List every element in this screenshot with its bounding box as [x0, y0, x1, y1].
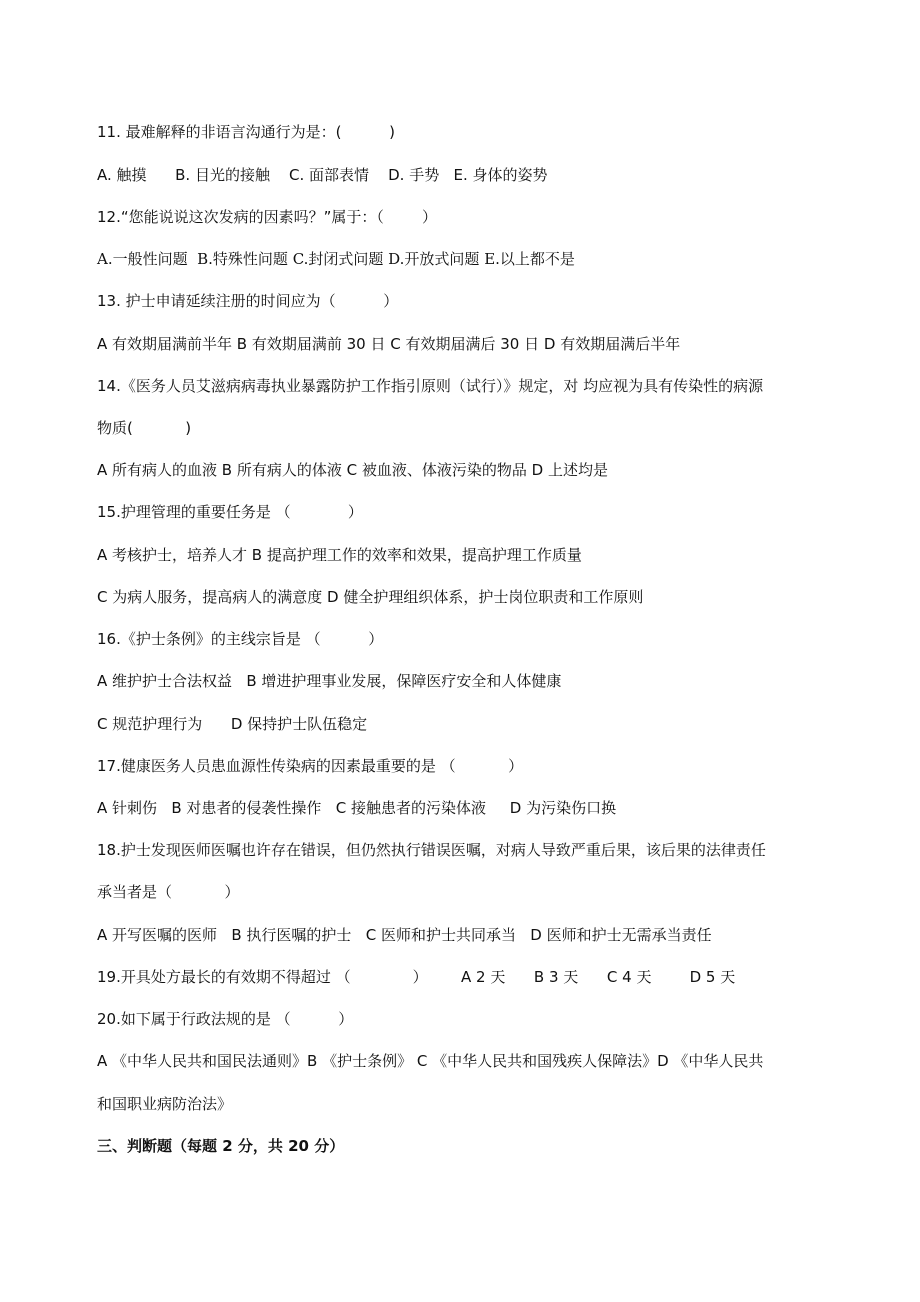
- question-13: 13. 护士申请延续注册的时间应为（ ）: [97, 292, 399, 310]
- question-11-options: A. 触摸 B. 目光的接触 C. 面部表情 D. 手势 E. 身体的姿势: [97, 166, 548, 184]
- question-15-options-1: A 考核护士，培养人才 B 提高护理工作的效率和效果，提高护理工作质量: [97, 546, 582, 564]
- question-16: 16.《护士条例》的主线宗旨是 （ ）: [97, 630, 384, 648]
- question-19: 19.开具处方最长的有效期不得超过 （ ） A 2 天 B 3 天 C 4 天 D 5 天: [97, 968, 736, 986]
- question-20-options-continued: 和国职业病防治法》: [97, 1095, 233, 1113]
- question-18: 18.护士发现医师医嘱也许存在错误，但仍然执行错误医嘱，对病人导致严重后果，该后果的法律责任: [97, 841, 766, 859]
- question-15: 15.护理管理的重要任务是 （ ）: [97, 503, 363, 521]
- question-13-options: A 有效期届满前半年 B 有效期届满前 30 日 C 有效期届满后 30 日 D 有效期届满后半年: [97, 335, 681, 353]
- question-16-options-2: C 规范护理行为 D 保持护士队伍稳定: [97, 715, 368, 733]
- question-12: 12.“您能说说这次发病的因素吗？”属于：（ ）: [97, 208, 438, 226]
- question-20: 20.如下属于行政法规的是 （ ）: [97, 1010, 354, 1028]
- question-12-options: A.一般性问题 B.特殊性问题 C.封闭式问题 D.开放式问题 E.以上都不是: [97, 250, 575, 268]
- question-14-options: A 所有病人的血液 B 所有病人的体液 C 被血液、体液污染的物品 D 上述均是: [97, 461, 608, 479]
- question-17-options: A 针刺伤 B 对患者的侵袭性操作 C 接触患者的污染体液 D 为污染伤口换: [97, 799, 617, 817]
- question-14: 14.《医务人员艾滋病病毒执业暴露防护工作指引原则（试行）》规定，对 均应视为具有传染性的病源: [97, 377, 764, 395]
- section-heading-true-false: 三、判断题（每题 2 分，共 20 分）: [97, 1137, 345, 1155]
- question-18-options: A 开写医嘱的医师 B 执行医嘱的护士 C 医师和护士共同承当 D 医师和护士无需承当责任: [97, 926, 712, 944]
- question-14-continued: 物质( ): [97, 419, 192, 437]
- question-15-options-2: C 为病人服务，提高病人的满意度 D 健全护理组织体系，护士岗位职责和工作原则: [97, 588, 644, 606]
- question-16-options-1: A 维护护士合法权益 B 增进护理事业发展，保障医疗安全和人体健康: [97, 672, 562, 690]
- question-11: 11. 最难解释的非语言沟通行为是：( ): [97, 123, 396, 141]
- question-20-options: A 《中华人民共和国民法通则》B 《护士条例》 C 《中华人民共和国残疾人保障法》D 《中华人民共: [97, 1052, 764, 1070]
- question-17: 17.健康医务人员患血源性传染病的因素最重要的是 （ ）: [97, 757, 524, 775]
- question-18-continued: 承当者是（ ）: [97, 883, 240, 901]
